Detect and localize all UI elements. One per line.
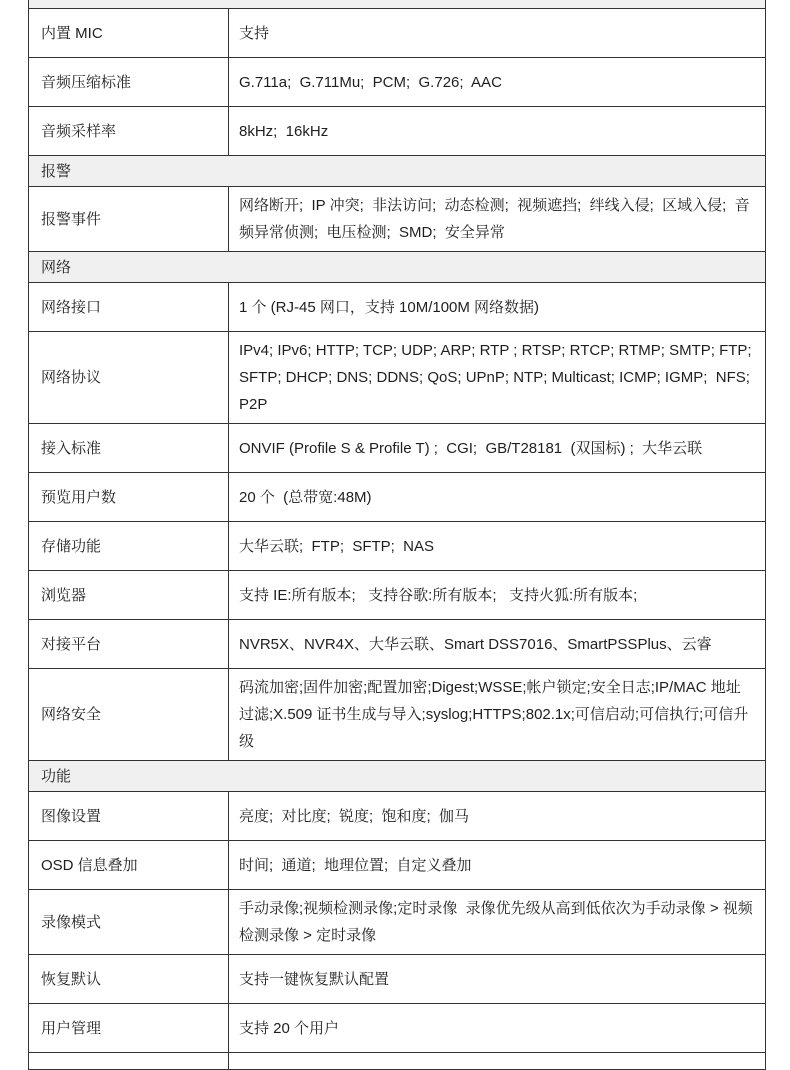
spec-value: 支持 20 个用户 <box>229 1004 766 1053</box>
spec-label: 存储功能 <box>29 522 229 571</box>
spec-value: 时间; 通道; 地理位置; 自定义叠加 <box>229 841 766 890</box>
spec-row <box>29 424 766 473</box>
spec-value: 手动录像;视频检测录像;定时录像 录像优先级从高到低依次为手动录像 > 视频检测录像 > 定时录像 <box>229 890 766 955</box>
cut-off-spec-label <box>29 1053 229 1070</box>
spec-table-container <box>28 0 765 1037</box>
spec-row <box>29 473 766 522</box>
spec-value: IPv4; IPv6; HTTP; TCP; UDP; ARP; RTP ; RTSP; RTCP; RTMP; SMTP; FTP; SFTP; DHCP; DNS; DDNS; QoS; UPnP; NTP; Multicast; ICMP; IGMP; NFS; P2P <box>229 332 766 424</box>
spec-value: NVR5X、NVR4X、大华云联、Smart DSS7016、SmartPSSPlus、云睿 <box>229 620 766 669</box>
spec-row <box>29 107 766 156</box>
cut-off-section-header-row <box>29 0 766 9</box>
spec-row <box>29 669 766 761</box>
cut-off-section-cell <box>29 0 766 9</box>
spec-label: 对接平台 <box>29 620 229 669</box>
spec-row <box>29 58 766 107</box>
section-title: 报警 <box>29 156 766 187</box>
spec-value: 大华云联; FTP; SFTP; NAS <box>229 522 766 571</box>
spec-row <box>29 332 766 424</box>
spec-value: 网络断开; IP 冲突; 非法访问; 动态检测; 视频遮挡; 绊线入侵; 区域入侵; 音频异常侦测; 电压检测; SMD; 安全异常 <box>229 187 766 252</box>
spec-value: 支持一键恢复默认配置 <box>229 955 766 1004</box>
spec-value: 亮度; 对比度; 锐度; 饱和度; 伽马 <box>229 792 766 841</box>
cut-off-spec-row <box>29 1053 766 1070</box>
spec-label: OSD 信息叠加 <box>29 841 229 890</box>
spec-value: 20 个 (总带宽:48M) <box>229 473 766 522</box>
spec-row <box>29 9 766 58</box>
spec-label: 网络安全 <box>29 669 229 761</box>
section-header-row <box>29 156 766 187</box>
spec-label: 预览用户数 <box>29 473 229 522</box>
spec-label: 网络接口 <box>29 283 229 332</box>
spec-row <box>29 283 766 332</box>
spec-row <box>29 571 766 620</box>
spec-label: 恢复默认 <box>29 955 229 1004</box>
spec-value: ONVIF (Profile S & Profile T) ; CGI; GB/T28181 (双国标) ; 大华云联 <box>229 424 766 473</box>
spec-label: 网络协议 <box>29 332 229 424</box>
spec-row <box>29 955 766 1004</box>
spec-value: 1 个 (RJ-45 网口，支持 10M/100M 网络数据) <box>229 283 766 332</box>
spec-row <box>29 522 766 571</box>
spec-value: 8kHz; 16kHz <box>229 107 766 156</box>
spec-label: 接入标准 <box>29 424 229 473</box>
spec-label: 图像设置 <box>29 792 229 841</box>
spec-row <box>29 890 766 955</box>
spec-row <box>29 792 766 841</box>
spec-value: 支持 <box>229 9 766 58</box>
spec-row <box>29 841 766 890</box>
spec-label: 录像模式 <box>29 890 229 955</box>
spec-row <box>29 620 766 669</box>
cut-off-spec-value <box>229 1053 766 1070</box>
spec-label: 用户管理 <box>29 1004 229 1053</box>
spec-table-body <box>29 0 766 1070</box>
spec-label: 报警事件 <box>29 187 229 252</box>
section-header-row <box>29 761 766 792</box>
section-header-row <box>29 252 766 283</box>
spec-value: 码流加密;固件加密;配置加密;Digest;WSSE;帐户锁定;安全日志;IP/MAC 地址过滤;X.509 证书生成与导入;syslog;HTTPS;802.1x;可信启动;可信执行;可信升级 <box>229 669 766 761</box>
spec-row <box>29 187 766 252</box>
spec-label: 内置 MIC <box>29 9 229 58</box>
spec-label: 音频压缩标准 <box>29 58 229 107</box>
section-title: 功能 <box>29 761 766 792</box>
spec-row <box>29 1004 766 1053</box>
spec-label: 音频采样率 <box>29 107 229 156</box>
spec-value: 支持 IE:所有版本; 支持谷歌:所有版本; 支持火狐:所有版本; <box>229 571 766 620</box>
spec-label: 浏览器 <box>29 571 229 620</box>
spec-value: G.711a; G.711Mu; PCM; G.726; AAC <box>229 58 766 107</box>
section-title: 网络 <box>29 252 766 283</box>
spec-table <box>28 0 766 1070</box>
